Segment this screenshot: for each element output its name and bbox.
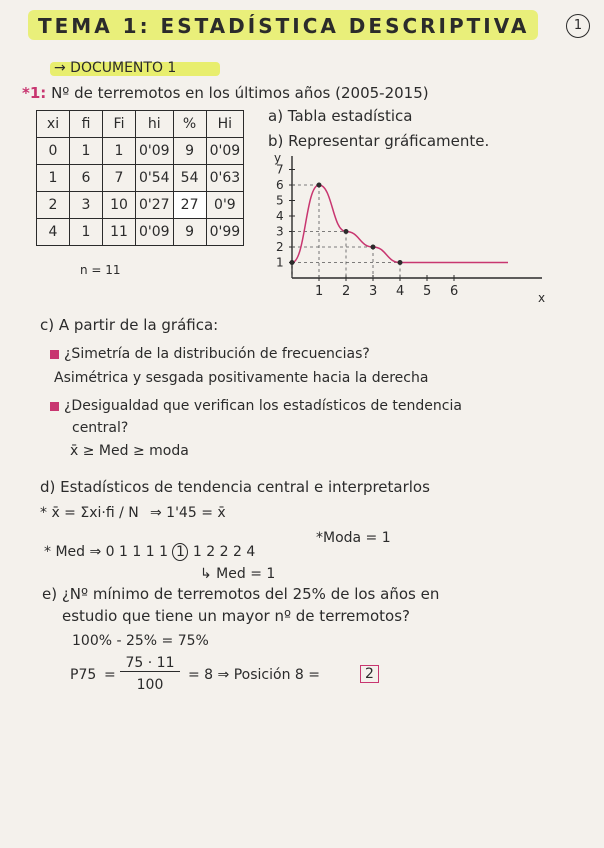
table-cell: 0: [37, 138, 70, 165]
x-tick-label: 4: [396, 284, 405, 299]
percent-calc: 100% - 25% = 75%: [72, 633, 209, 649]
frequency-table: [36, 110, 244, 246]
table-cell: 1: [70, 219, 103, 246]
data-point: [344, 229, 349, 234]
table-cell: 0'9: [206, 192, 244, 219]
table-cell: 0'63: [206, 165, 244, 192]
data-point: [371, 245, 376, 250]
table-row: [37, 165, 244, 192]
series-line: [292, 185, 508, 263]
y-axis-label: y: [274, 151, 282, 165]
table-cell: 1: [37, 165, 70, 192]
bullet-icon: [50, 402, 59, 411]
item-b-label: b) Representar gráficamente.: [268, 132, 490, 150]
x-tick-label: 5: [423, 284, 432, 299]
y-tick-label: 4: [276, 209, 284, 223]
item-c-question-1: [50, 346, 370, 362]
table-cell: 10: [103, 192, 136, 219]
frequency-chart: [262, 150, 562, 310]
exercise-number: *1:: [22, 84, 47, 102]
table-cell: 1: [70, 138, 103, 165]
y-tick-label: 7: [276, 162, 284, 177]
sample-size-label: n = 11: [80, 263, 121, 277]
table-cell: 0'54: [136, 165, 174, 192]
median-circled-value: 1: [172, 543, 188, 561]
p75-numerator: 75 · 11: [120, 655, 180, 672]
y-tick-label: 6: [276, 178, 284, 192]
moda-result: *Moda = 1: [316, 530, 391, 546]
mean-formula: * x̄ = Σxi·fi / N: [40, 505, 139, 521]
table-header-cell: %: [173, 111, 206, 138]
item-e-line-2: estudio que tiene un mayor nº de terremotos?: [62, 607, 411, 625]
table-cell: 3: [70, 192, 103, 219]
y-tick-label: 3: [276, 224, 284, 239]
data-point: [317, 183, 322, 188]
question-text: ¿Simetría de la distribución de frecuencias?: [64, 346, 370, 362]
page-number: 1: [566, 14, 590, 38]
x-tick-label: 1: [315, 284, 324, 299]
table-cell: 9: [173, 138, 206, 165]
p75-result: = 8 ⇒ Posición 8 =: [188, 667, 320, 683]
data-point: [398, 260, 403, 265]
item-c-answer-1: Asimétrica y sesgada positivamente hacia la derecha: [54, 370, 429, 386]
table-cell: 0'09: [206, 138, 244, 165]
p75-denominator: 100: [136, 677, 164, 693]
table-cell: 0'27: [136, 192, 174, 219]
table-row: [37, 219, 244, 246]
table-cell: 0'09: [136, 219, 174, 246]
table-header-row: [37, 111, 244, 138]
x-axis-label: x: [538, 291, 546, 305]
table-cell: 9: [173, 219, 206, 246]
item-a-label: a) Tabla estadística: [268, 107, 413, 125]
table-header-cell: fi: [70, 111, 103, 138]
item-c-answer-2: x̄ ≥ Med ≥ moda: [70, 443, 189, 459]
table-header-cell: hi: [136, 111, 174, 138]
bullet-icon: [50, 350, 59, 359]
table-cell: 7: [103, 165, 136, 192]
item-e-line-1: e) ¿Nº mínimo de terremotos del 25% de los años en: [42, 585, 440, 603]
item-c-heading: c) A partir de la gráfica:: [40, 316, 219, 334]
x-tick-label: 2: [342, 284, 351, 299]
table-cell: 4: [37, 219, 70, 246]
table-row: [37, 138, 244, 165]
exercise-text: Nº de terremotos en los últimos años (2005-2015): [51, 84, 429, 102]
data-point: [290, 260, 295, 265]
final-answer-box: 2: [360, 665, 379, 683]
table-header-cell: Fi: [103, 111, 136, 138]
table-header-cell: xi: [37, 111, 70, 138]
item-c-question-2-cont: central?: [72, 420, 129, 436]
y-tick-label: 1: [276, 255, 284, 270]
x-tick-label: 3: [369, 284, 378, 299]
table-cell: 54: [173, 165, 206, 192]
y-tick-label: 2: [276, 240, 284, 254]
p75-lhs: P75: [70, 667, 97, 683]
table-cell: 0'99: [206, 219, 244, 246]
item-c-question-2: [50, 398, 462, 414]
table-header-cell: Hi: [206, 111, 244, 138]
median-result: ↳ Med = 1: [200, 566, 276, 582]
table-cell: 11: [103, 219, 136, 246]
median-prefix: * Med ⇒ 0 1 1 1 1: [44, 544, 168, 560]
question-text: ¿Desigualdad que verifican los estadísticos de tendencia: [64, 398, 462, 414]
document-label: → DOCUMENTO 1: [54, 60, 177, 76]
mean-result: ⇒ 1'45 = x̄: [150, 505, 226, 521]
x-tick-label: 6: [450, 284, 459, 299]
table-cell: 27: [173, 192, 206, 219]
median-suffix: 1 2 2 2 4: [192, 544, 256, 560]
exercise-statement: [22, 84, 429, 102]
table-row: [37, 192, 244, 219]
table-cell: 6: [70, 165, 103, 192]
page-title: TEMA 1: ESTADÍSTICA DESCRIPTIVA: [38, 14, 530, 38]
y-tick-label: 5: [276, 193, 284, 208]
equals-sign: =: [104, 667, 116, 683]
item-d-heading: d) Estadísticos de tendencia central e interpretarlos: [40, 478, 430, 496]
median-sequence: [44, 543, 255, 561]
table-cell: 1: [103, 138, 136, 165]
table-cell: 0'09: [136, 138, 174, 165]
table-cell: 2: [37, 192, 70, 219]
